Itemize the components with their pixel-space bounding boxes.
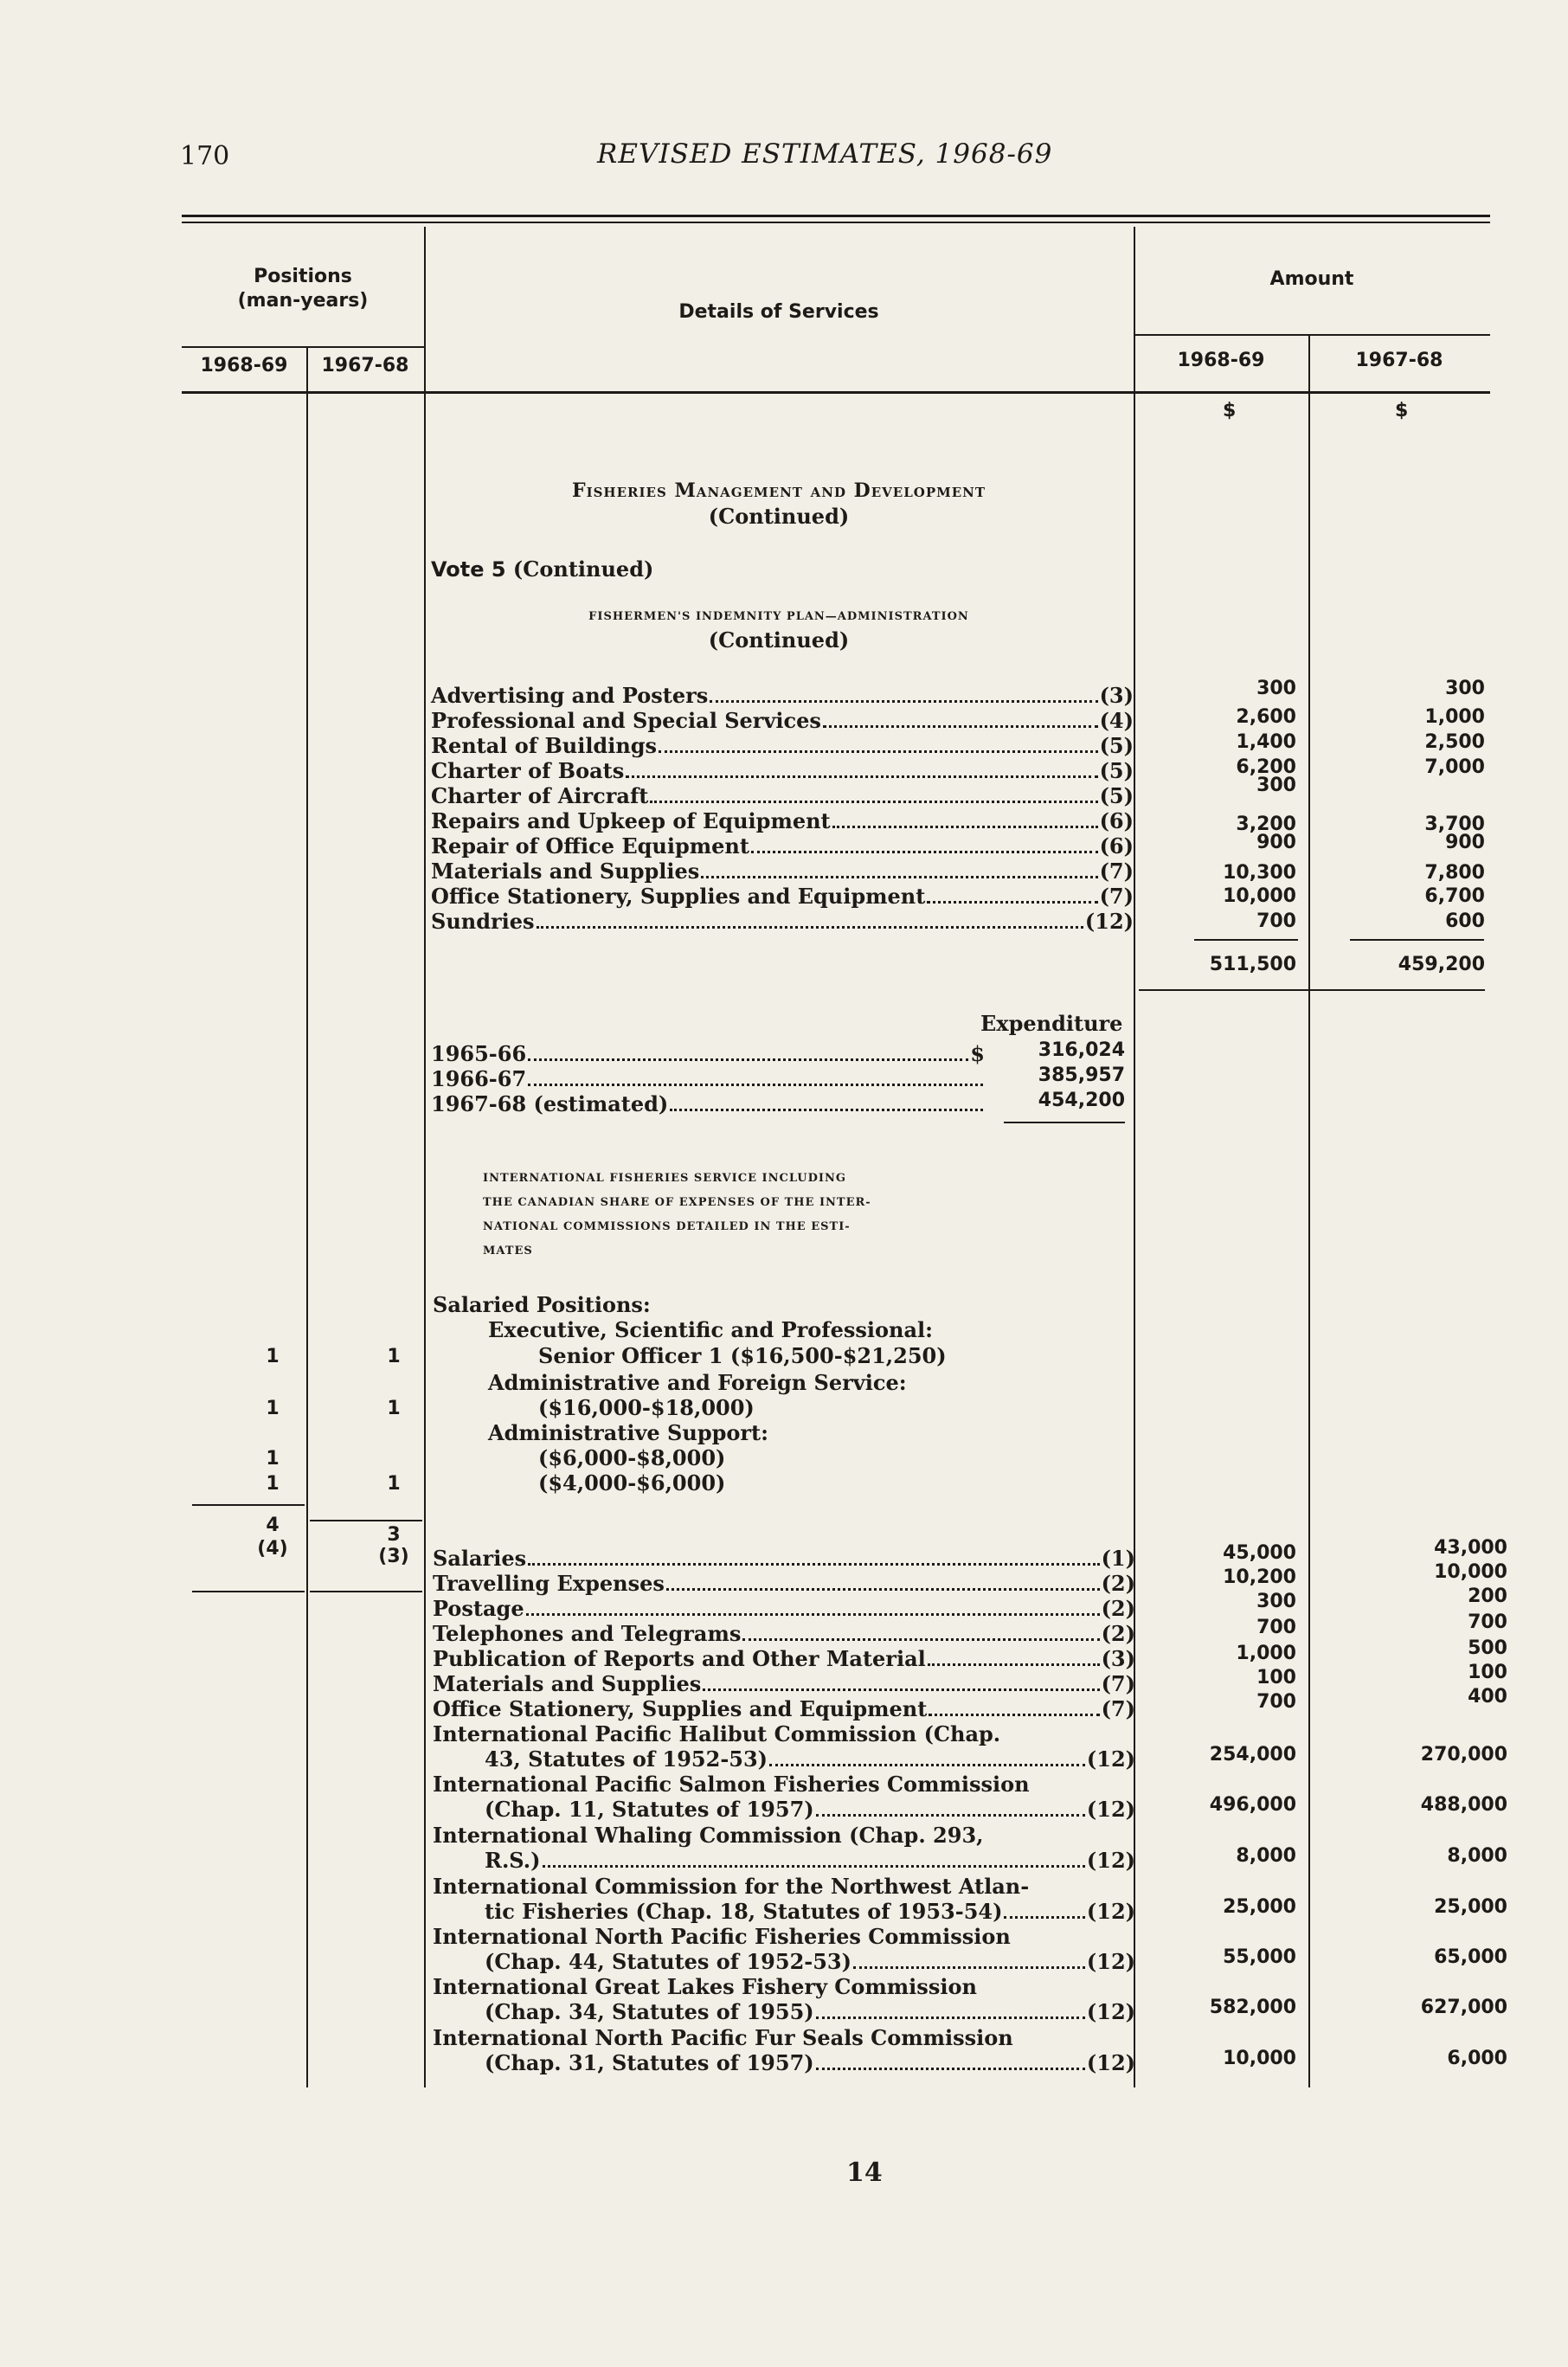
leader-dots — [626, 775, 1097, 778]
leader-dots — [701, 876, 1097, 878]
commission-name: International Pacific Salmon Fisheries Commission — [433, 1772, 1030, 1797]
line-item-name: Advertising and Posters — [431, 683, 709, 708]
leader-dots — [853, 1966, 1085, 1969]
commission-amount-1967-68: 488,000 — [1420, 1794, 1507, 1816]
commission-amount-1968-69: 55,000 — [1223, 1946, 1296, 1968]
page-title: REVISED ESTIMATES, 1968-69 — [597, 138, 1053, 170]
leader-dots — [751, 851, 1098, 853]
commission-code: (12) — [1086, 1746, 1135, 1772]
leader-dots — [650, 801, 1097, 803]
commission-code: (12) — [1086, 1949, 1135, 1974]
amount-1967-68: 700 — [1468, 1611, 1507, 1633]
amount-1968-69: 10,300 — [1223, 862, 1296, 884]
plan-continued: (Continued) — [708, 627, 850, 653]
amount-1967-68: 3,700 — [1424, 814, 1485, 835]
line-item-code: (7) — [1099, 859, 1134, 884]
commission-line2 — [485, 2050, 1135, 2075]
expenditure-label: Expenditure — [980, 1011, 1123, 1036]
intl-title-line: national commissions detailed in the esti- — [483, 1215, 851, 1234]
amount-1968-69: 1,400 — [1236, 731, 1296, 753]
plan-total-1967: 459,200 — [1398, 954, 1485, 975]
line-item — [433, 1671, 1135, 1696]
commission-name: International Great Lakes Fishery Commission — [433, 1974, 977, 1999]
header-details: Details of Services — [678, 301, 879, 323]
line-item-name: Office Stationery, Supplies and Equipment — [431, 884, 926, 909]
pos-as1-1968: 1 — [266, 1448, 280, 1470]
commission-amount-1967-68: 270,000 — [1420, 1744, 1507, 1766]
intl-title-line: the canadian share of expenses of the inter- — [483, 1191, 871, 1210]
line-item-code: (1) — [1101, 1546, 1135, 1571]
commission-statute: R.S.) — [485, 1848, 541, 1873]
line-item — [433, 1621, 1135, 1646]
amount-1968-69: 6,200 — [1236, 756, 1296, 778]
commission-amount-1968-69: 10,000 — [1223, 2048, 1296, 2069]
intl-heading — [483, 1164, 1089, 1261]
line-item — [433, 1696, 1135, 1721]
amount-1967-68: 100 — [1468, 1662, 1507, 1683]
pos-as2-1968: 1 — [266, 1473, 280, 1495]
salaried-positions: Salaried Positions: — [433, 1292, 651, 1317]
expenditure-row — [431, 1041, 985, 1066]
leader-dots — [816, 2068, 1085, 2070]
line-item-code: (4) — [1099, 708, 1134, 733]
pos-total-1967: 3 — [387, 1524, 401, 1546]
line-item-code: (6) — [1099, 808, 1134, 833]
line-item-name: Rental of Buildings — [431, 733, 658, 758]
line-item — [431, 783, 1134, 808]
page-number: 170 — [180, 141, 230, 171]
line-item — [431, 808, 1134, 833]
plan-heading — [424, 601, 1134, 653]
commission-amount-1968-69: 254,000 — [1209, 1744, 1296, 1766]
commission-line2 — [485, 1949, 1135, 1974]
plan-total-rule-2 — [1350, 939, 1484, 941]
plan-total-under-rule — [1139, 989, 1485, 991]
commission-code: (12) — [1086, 1999, 1135, 2024]
amount-1968-69: 700 — [1256, 1617, 1296, 1638]
commission-name: International Whaling Commission (Chap. 293, — [433, 1823, 984, 1848]
line-item-name: Charter of Boats — [431, 758, 625, 783]
line-item — [433, 1546, 1135, 1571]
line-item-name: Repairs and Upkeep of Equipment — [431, 808, 831, 833]
as-label: Administrative Support: — [488, 1420, 768, 1445]
expenditure-year: 1965-66 — [431, 1041, 527, 1066]
pos-total-rule-2 — [310, 1520, 422, 1521]
line-item — [433, 1571, 1135, 1596]
amount-1968-69: 300 — [1256, 775, 1296, 796]
line-item-name: Telephones and Telegrams — [433, 1621, 742, 1646]
plan-total-1968: 511,500 — [1209, 954, 1296, 975]
commission-code: (12) — [1086, 1797, 1135, 1822]
leader-dots — [816, 2016, 1085, 2019]
pos-bottom-rule-1 — [192, 1591, 305, 1592]
header-positions-year2: 1967-68 — [321, 355, 409, 376]
pos-senior-1967: 1 — [387, 1346, 401, 1367]
line-item — [431, 909, 1134, 934]
commission-name: International North Pacific Fur Seals Commission — [433, 2025, 1013, 2050]
commission-statute: (Chap. 44, Statutes of 1952-53) — [485, 1949, 851, 1974]
intl-title — [483, 1164, 1089, 1261]
line-item — [431, 758, 1134, 783]
senior-officer: Senior Officer 1 ($16,500-$21,250) — [538, 1343, 947, 1368]
commission-statute: tic Fisheries (Chap. 18, Statutes of 1953-54) — [485, 1899, 1003, 1924]
header-amount: Amount — [1269, 268, 1354, 290]
line-item — [431, 833, 1134, 859]
section-title: Fisheries Management and Development — [571, 479, 986, 502]
line-item-code: (7) — [1101, 1671, 1135, 1696]
header-amount-year2: 1967-68 — [1355, 350, 1443, 371]
line-item — [433, 1646, 1135, 1671]
pos-senior-1968: 1 — [266, 1346, 280, 1367]
line-item-name: Materials and Supplies — [431, 859, 700, 884]
commission-line2 — [485, 1848, 1135, 1873]
header-rule-positions — [182, 346, 424, 348]
commission-amount-1968-69: 496,000 — [1209, 1794, 1296, 1816]
expenditure-row — [431, 1091, 985, 1116]
line-item-code: (3) — [1099, 683, 1134, 708]
commission-amount-1967-68: 8,000 — [1447, 1845, 1507, 1867]
amount-1967-68: 600 — [1445, 910, 1485, 932]
pos-total-1968: 4 — [266, 1515, 280, 1536]
amount-1968-69: 700 — [1256, 1691, 1296, 1713]
line-item-code: (5) — [1099, 733, 1134, 758]
line-item-name: Postage — [433, 1596, 524, 1621]
line-item-code: (7) — [1101, 1696, 1135, 1721]
leader-dots — [832, 826, 1098, 828]
expenditure-amount: 316,024 — [1038, 1039, 1125, 1061]
currency-symbol-2: $ — [1395, 400, 1409, 421]
commission-statute: (Chap. 11, Statutes of 1957) — [485, 1797, 814, 1822]
expenditure-dollar: $ — [970, 1041, 985, 1066]
vote-continued: (Continued) — [505, 556, 654, 582]
leader-dots — [816, 1814, 1085, 1817]
line-item-name: Salaries — [433, 1546, 527, 1571]
commission-statute: (Chap. 34, Statutes of 1955) — [485, 1999, 814, 2024]
esp-label: Executive, Scientific and Professional: — [488, 1317, 934, 1342]
top-rule — [182, 215, 1490, 217]
intl-title-line: mates — [483, 1239, 533, 1258]
pos-total-paren-1968: (4) — [257, 1538, 288, 1560]
amount-1967-68: 7,000 — [1424, 756, 1485, 778]
leader-dots — [666, 1588, 1100, 1591]
leader-dots — [928, 1663, 1100, 1666]
line-item-name: Professional and Special Services — [431, 708, 821, 733]
line-item-code: (5) — [1099, 783, 1134, 808]
amount-1967-68: 2,500 — [1424, 731, 1485, 753]
section-heading — [424, 478, 1134, 530]
line-item-code: (2) — [1101, 1571, 1135, 1596]
commission-code: (12) — [1086, 1848, 1135, 1873]
line-item-code: (2) — [1101, 1596, 1135, 1621]
amount-1967-68: 10,000 — [1434, 1561, 1507, 1583]
leader-dots — [742, 1638, 1099, 1641]
header-positions-year1: 1968-69 — [200, 355, 288, 376]
commission-name: International Pacific Halibut Commission (Chap. — [433, 1721, 1001, 1746]
amount-1968-69: 10,200 — [1223, 1566, 1296, 1588]
commission-line2 — [485, 1797, 1135, 1822]
expenditure-amount: 454,200 — [1038, 1090, 1125, 1111]
commission-amount-1967-68: 627,000 — [1420, 1997, 1507, 2018]
expenditure-rule — [1004, 1122, 1125, 1123]
amount-1967-68: 6,700 — [1424, 885, 1485, 907]
amount-1967-68: 1,000 — [1424, 706, 1485, 728]
col-divider-amount — [1308, 336, 1310, 2087]
amount-1968-69: 1,000 — [1236, 1643, 1296, 1664]
as-range-2: ($4,000-$6,000) — [538, 1470, 726, 1495]
amount-1967-68: 43,000 — [1434, 1537, 1507, 1559]
amount-1968-69: 900 — [1256, 832, 1296, 853]
line-item-name: Repair of Office Equipment — [431, 833, 749, 859]
commission-amount-1967-68: 25,000 — [1434, 1896, 1507, 1918]
line-item-code: (2) — [1101, 1621, 1135, 1646]
line-item — [433, 1596, 1135, 1621]
intl-title-line: international fisheries service including — [483, 1167, 846, 1186]
amount-1968-69: 3,200 — [1236, 814, 1296, 835]
leader-dots — [670, 1109, 983, 1111]
amount-1967-68: 400 — [1468, 1686, 1507, 1708]
afs-label: Administrative and Foreign Service: — [488, 1370, 907, 1395]
col-divider-positions — [306, 346, 308, 2087]
amount-1968-69: 300 — [1256, 1591, 1296, 1612]
line-item-name: Sundries — [431, 909, 535, 934]
commission-line2 — [485, 1746, 1135, 1772]
commission-amount-1967-68: 65,000 — [1434, 1946, 1507, 1968]
leader-dots — [823, 725, 1098, 728]
amount-1968-69: 10,000 — [1223, 885, 1296, 907]
commission-statute: (Chap. 31, Statutes of 1957) — [485, 2050, 814, 2075]
commission-name: International Commission for the Northwest Atlan- — [433, 1874, 1030, 1899]
leader-dots — [528, 1058, 968, 1061]
line-item — [431, 733, 1134, 758]
commission-amount-1967-68: 6,000 — [1447, 2048, 1507, 2069]
leader-dots — [528, 1563, 1099, 1566]
section-continued: (Continued) — [708, 504, 850, 529]
pos-bottom-rule-2 — [310, 1591, 422, 1592]
amount-1967-68: 500 — [1468, 1637, 1507, 1659]
amount-1968-69: 700 — [1256, 910, 1296, 932]
as-range-1: ($6,000-$8,000) — [538, 1445, 726, 1470]
amount-1968-69: 2,600 — [1236, 706, 1296, 728]
leader-dots — [703, 1688, 1099, 1691]
line-item-code: (7) — [1099, 884, 1134, 909]
header-positions: Positions (man-years) — [237, 266, 369, 312]
line-item — [431, 859, 1134, 884]
line-item-name: Office Stationery, Supplies and Equipment — [433, 1696, 928, 1721]
top-rule-2 — [182, 222, 1490, 223]
amount-1967-68: 300 — [1445, 678, 1485, 699]
line-item-code: (3) — [1101, 1646, 1135, 1671]
header-amount-year1: 1968-69 — [1177, 350, 1265, 371]
commission-name: International North Pacific Fisheries Commission — [433, 1924, 1011, 1949]
expenditure-amount: 385,957 — [1038, 1065, 1125, 1086]
leader-dots — [929, 1714, 1099, 1716]
amount-1968-69: 300 — [1256, 678, 1296, 699]
commission-statute: 43, Statutes of 1952-53) — [485, 1746, 768, 1772]
line-item-name: Publication of Reports and Other Material — [433, 1646, 926, 1671]
line-item-name: Travelling Expenses — [433, 1571, 665, 1596]
vote-number: Vote 5 — [431, 557, 506, 582]
leader-dots — [710, 700, 1097, 703]
pos-total-paren-1967: (3) — [378, 1546, 409, 1567]
currency-symbol-1: $ — [1223, 400, 1237, 421]
leader-dots — [1004, 1916, 1084, 1919]
header-bottom-rule — [182, 391, 1490, 394]
line-item-code: (12) — [1084, 909, 1134, 934]
amount-1968-69: 100 — [1256, 1667, 1296, 1688]
commission-code: (12) — [1086, 2050, 1135, 2075]
commission-amount-1968-69: 25,000 — [1223, 1896, 1296, 1918]
expenditure-year: 1966-67 — [431, 1066, 527, 1091]
amount-1967-68: 900 — [1445, 832, 1485, 853]
pos-afs-1968: 1 — [266, 1398, 280, 1419]
pos-as2-1967: 1 — [387, 1473, 401, 1495]
line-item-name: Materials and Supplies — [433, 1671, 702, 1696]
commission-amount-1968-69: 582,000 — [1209, 1997, 1296, 2018]
commission-line2 — [485, 1999, 1135, 2024]
line-item-code: (5) — [1099, 758, 1134, 783]
plan-title: fishermen's indemnity plan—administration — [588, 605, 969, 624]
line-item-name: Charter of Aircraft — [431, 783, 649, 808]
plan-total-rule-1 — [1194, 939, 1298, 941]
header-rule-amount — [1134, 334, 1490, 336]
pos-total-rule-1 — [192, 1504, 305, 1506]
leader-dots — [769, 1764, 1085, 1766]
commission-amount-1968-69: 8,000 — [1236, 1845, 1296, 1867]
vote-label — [431, 556, 653, 582]
line-item — [431, 884, 1134, 909]
amount-1967-68: 200 — [1468, 1586, 1507, 1607]
pos-afs-1967: 1 — [387, 1398, 401, 1419]
leader-dots — [526, 1613, 1100, 1616]
afs-range: ($16,000-$18,000) — [538, 1395, 755, 1420]
footer-number: 14 — [846, 2158, 883, 2188]
leader-dots — [528, 1084, 983, 1086]
line-item — [431, 708, 1134, 733]
expenditure-row — [431, 1066, 985, 1091]
amount-1967-68: 7,800 — [1424, 862, 1485, 884]
commission-line2 — [485, 1899, 1135, 1924]
line-item-code: (6) — [1099, 833, 1134, 859]
leader-dots — [543, 1865, 1085, 1868]
line-item — [431, 683, 1134, 708]
expenditure-year: 1967-68 (estimated) — [431, 1091, 669, 1116]
commission-code: (12) — [1086, 1899, 1135, 1924]
leader-dots — [659, 750, 1098, 753]
leader-dots — [537, 926, 1083, 929]
amount-1968-69: 45,000 — [1223, 1542, 1296, 1564]
leader-dots — [927, 901, 1097, 904]
